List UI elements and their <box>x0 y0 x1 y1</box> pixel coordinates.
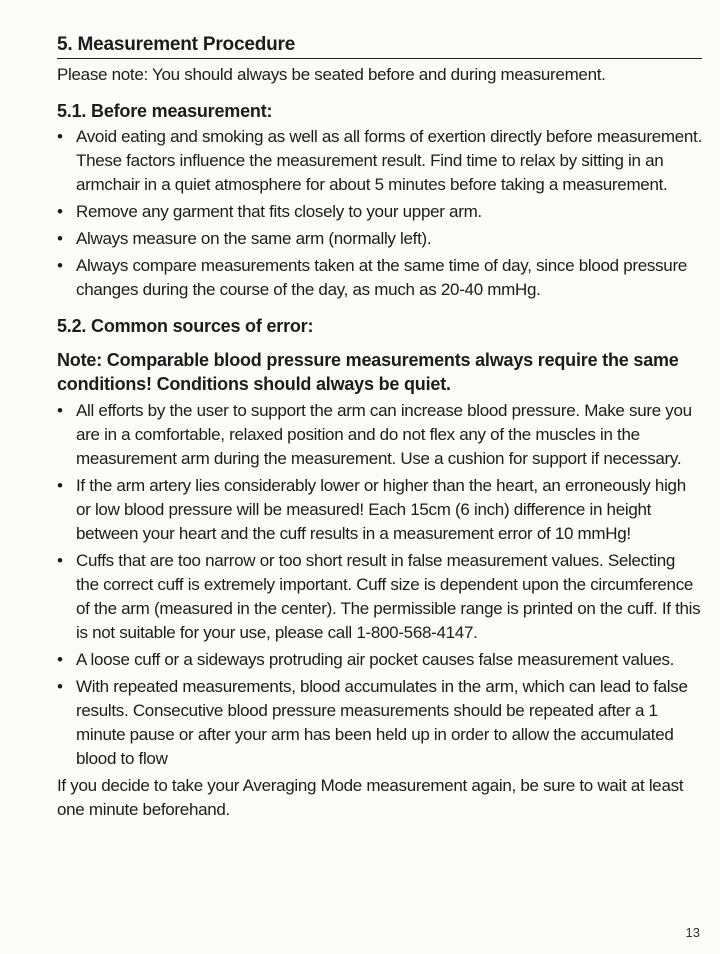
list-item: • All efforts by the user to support the arm can increase blood pressure. Make sure you are in a comfortable, relaxed position and do not flex any of the muscles in the measurement arm during the measurement. Use a cushion for support if necessary. <box>57 399 702 471</box>
before-measurement-heading: 5.1. Before measurement: <box>57 101 273 121</box>
list-item: • Always measure on the same arm (normally left). <box>57 227 702 251</box>
intro-note: Please note: You should always be seated before and during measurement. <box>57 65 606 84</box>
manual-page <box>57 33 702 822</box>
list-item: • With repeated measurements, blood accumulates in the arm, which can lead to false results. Consecutive blood pressure measurements should be repeated after a 1 minute pause or after your arm has been held up in order to allow the accumulated blood to flow <box>57 675 702 771</box>
averaging-mode-note: If you decide to take your Averaging Mode measurement again, be sure to wait at least one minute beforehand. <box>57 776 684 819</box>
page-number: 13 <box>685 925 700 940</box>
list-item: • Avoid eating and smoking as well as all forms of exertion directly before measurement. These factors influence the measurement result. Find time to relax by sitting in an armchair in a quiet atmosphere for about 5 minutes before taking a measurement. <box>57 125 702 197</box>
conditions-note: Note: Comparable blood pressure measurements always require the same conditions! Conditions should always be quiet. <box>57 350 679 394</box>
before-measurement-list <box>57 125 702 302</box>
list-item: • Cuffs that are too narrow or too short result in false measurement values. Selecting the correct cuff is extremely important. Cuff size is dependent upon the circumference of the arm (measured in the center). The permissible range is printed on the cuff. If this is not suitable for your use, please call 1-800-568-4147. <box>57 549 702 645</box>
list-item: • Always compare measurements taken at the same time of day, since blood pressure changes during the course of the day, as much as 20-40 mmHg. <box>57 254 702 302</box>
list-item: • If the arm artery lies considerably lower or higher than the heart, an erroneously high or low blood pressure will be measured! Each 15cm (6 inch) difference in height between your heart and the cuff results in a measurement error of 10 mmHg! <box>57 474 702 546</box>
error-sources-list <box>57 399 702 771</box>
list-item: • Remove any garment that fits closely to your upper arm. <box>57 200 702 224</box>
error-sources-heading: 5.2. Common sources of error: <box>57 316 314 336</box>
list-item: • A loose cuff or a sideways protruding air pocket causes false measurement values. <box>57 648 702 672</box>
section-title: 5. Measurement Procedure <box>57 33 702 59</box>
